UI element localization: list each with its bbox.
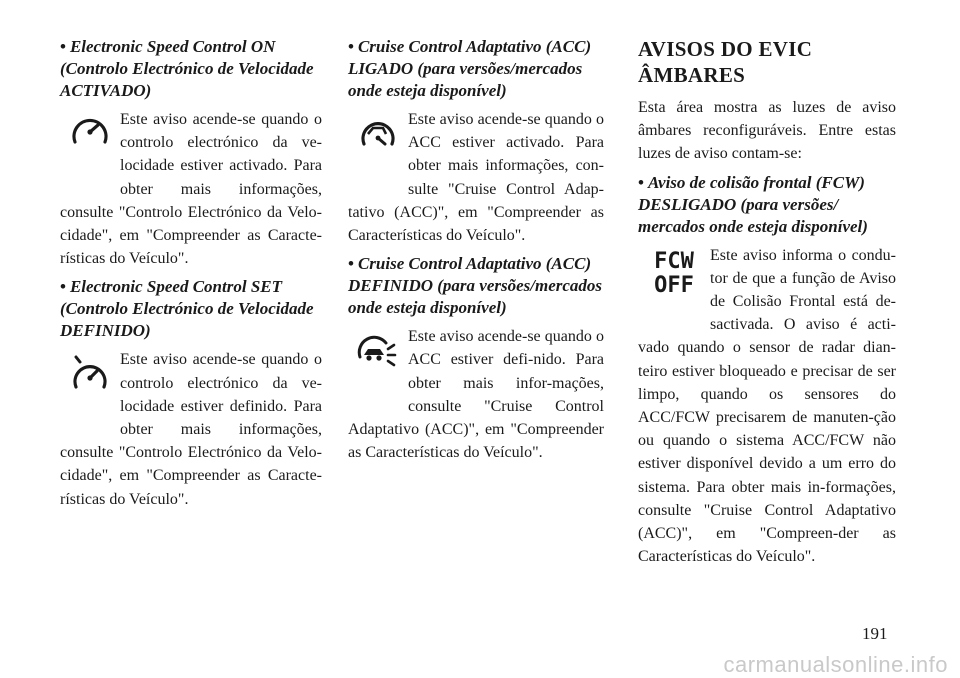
esc-on-description: Este aviso acende-se quando o controlo electrónico da ve-locidade estiver activado. Para obter mais informações, consulte "Controlo Electrónico da Velo-cidade", em "Compreender as Caracte-rísticas do Veículo". <box>60 111 322 268</box>
acc-speedometer-icon <box>348 108 408 200</box>
bullet-heading-acc-on: • Cruise Control Adaptativo (ACC) LIGADO (para versões/mercados onde esteja disponível) <box>348 37 592 100</box>
acc-set-car-icon <box>348 325 408 417</box>
speedometer-set-icon <box>60 348 120 440</box>
speedometer-icon <box>60 108 120 200</box>
svg-text:OFF: OFF <box>654 272 694 296</box>
fcw-off-description: Este aviso informa o condu-tor de que a função de Aviso de Colisão Frontal está de-sactivada. O aviso é acti-vado quando o sensor de radar dian-teiro estiver bloqueado e precisar de ser limpo, quando os sensores do ACC/FCW precisarem de manuten-ção ou quando o sistema ACC/FCW não estiver disponível devido a um erro do sistema. Para obter mais in-formações, consulte "Cruise Control Adaptativo (ACC)", em "Compreen-der as Características do Veículo". <box>638 246 896 566</box>
bullet-heading-esc-on: • Electronic Speed Control ON (Controlo Electrónico de Velocidade ACTIVADO) <box>60 37 314 100</box>
bullet-heading-fcw-off: • Aviso de colisão frontal (FCW) DESLIGADO (para versões/ mercados onde esteja disponível) <box>638 172 868 236</box>
column-3 <box>638 36 896 568</box>
bullet-heading-acc-set: • Cruise Control Adaptativo (ACC) DEFINIDO (para versões/mercados onde esteja disponível) <box>348 254 603 318</box>
column-1 <box>60 36 322 511</box>
acc-on-description: Este aviso acende-se quando o ACC estiver activado. Para obter mais informações, con-sulte "Cruise Control Adap-tativo (ACC)", em "Compreender as Características do Veículo". <box>348 111 604 245</box>
watermark: carmanualsonline.info <box>723 652 948 677</box>
section-title: AVISOS DO EVIC ÂMBARES <box>638 37 813 87</box>
column-2 <box>348 36 604 464</box>
page-number: 191 <box>862 624 888 643</box>
fcw-off-icon <box>638 244 710 336</box>
bullet-heading-esc-set: • Electronic Speed Control SET (Controlo Electrónico de Velocidade DEFINIDO) <box>60 277 314 341</box>
section-intro: Esta área mostra as luzes de aviso âmbares reconfiguráveis. Entre estas luzes de aviso contam-se: <box>638 99 896 163</box>
acc-set-description: Este aviso acende-se quando o ACC estiver defi-nido. Para obter mais infor-mações, consulte "Cruise Control Adaptativo (ACC)", em "Compreender as Características do Veículo". <box>348 328 604 462</box>
svg-text:FCW: FCW <box>654 248 694 274</box>
esc-set-description: Este aviso acende-se quando o controlo electrónico da ve-locidade estiver definido. Para obter mais informações, consulte "Controlo Electrónico da Velo-cidade", em "Compreender as Caracte-rísticas do Veículo". <box>60 351 322 508</box>
